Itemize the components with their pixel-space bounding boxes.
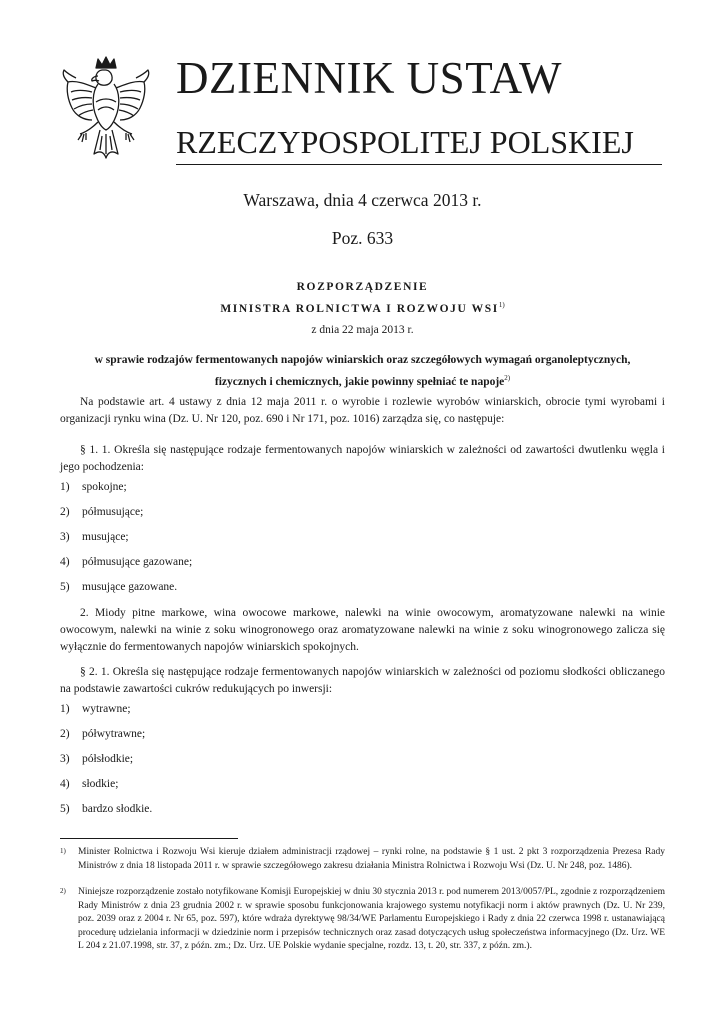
- header-rule: [176, 164, 662, 165]
- section-2-paragraph-1: § 2. 1. Określa się następujące rodzaje fermentowanych napojów winiarskich w zależności od poziomu słodkości obliczanego na podstawie zawartości cukrów redukujących po inwersji:: [60, 666, 665, 695]
- footnote-mark: 1): [60, 847, 66, 855]
- list-item: 4) słodkie;: [60, 778, 119, 790]
- list-item: 1) spokojne;: [60, 481, 127, 493]
- footnote-ref-2[interactable]: 2): [504, 374, 511, 382]
- eagle-emblem: [58, 54, 154, 164]
- footnote-rule: [60, 838, 238, 839]
- list-item: 5) musujące gazowane.: [60, 581, 178, 593]
- list-item: 2) półwytrawne;: [60, 728, 146, 740]
- list-item: 1) wytrawne;: [60, 703, 131, 715]
- act-issuer: MINISTRA ROLNICTWA I ROZWOJU WSI$^{1)}$: [220, 301, 505, 315]
- footnote-mark: 2): [60, 887, 66, 895]
- list-item: 2) półmusujące;: [60, 506, 144, 518]
- act-subject: w sprawie rodzajów fermentowanych napojów winiarskich oraz szczegółowych wymagań organoleptycznych, fizycznych i chemicznych, jakie powinny spełniać te napoje$^{2)}$: [94, 354, 631, 388]
- list-item: 4) półmusujące gazowane;: [60, 556, 193, 568]
- list-item: 3) musujące;: [60, 531, 129, 543]
- act-type: ROZPORZĄDZENIE: [296, 281, 429, 293]
- place-date: Warszawa, dnia 4 czerwca 2013 r.: [243, 190, 482, 210]
- journal-title: DZIENNIK USTAW: [176, 53, 562, 103]
- footnote-text: Niniejsze rozporządzenie zostało notyfikowane Komisji Europejskiej w dniu 30 stycznia 2013 r. pod numerem 2013/0057/PL, zgodnie z rozporządzeniem Rady Ministrów z dnia 23 grudnia 2002 r. w sprawie sposobu funkcjonowania krajowego systemu notyfikacji norm i aktów prawnych (Dz. U. Nr 239, poz. 2039 oraz z 2004 r. Nr 65, poz. 597), które wdraża dyrektywę 98/34/WE Parlamentu Europejskiego i Rady z dnia 22 czerwca 1998 r. ustanawiającą procedurę udzielania informacji w dziedzinie norm i przepisów technicznych oraz zasad dotyczących usług społeczeństwa informacyjnego (Dz. Urz. WE L 204 z 21.07.1998, str. 37, z późn. zm.; Dz. Urz. UE Polskie wydanie specjalne, rozdz. 13, t. 20, str. 337, z późn. zm.).: [78, 887, 665, 952]
- act-heading: [0, 278, 725, 318]
- list-item: 5) bardzo słodkie.: [60, 803, 153, 815]
- list-item: 3) półsłodkie;: [60, 753, 134, 765]
- journal-subtitle: RZECZYPOSPOLITEJ POLSKIEJ: [176, 124, 634, 160]
- footnote-ref-1[interactable]: 1): [498, 301, 505, 309]
- section-1-paragraph-2: 2. Miody pitne markowe, wina owocowe markowe, nalewki na winie owocowym, aromatyzowane nalewki na winie owocowym, nalewki na winie z soku winogronowego oraz aromatyzowane nalewki na winie z soku winogronowego zalicza się wyłącznie do fermentowanych napojów winiarskich spokojnych.: [60, 607, 665, 653]
- section-1-paragraph-1: § 1. 1. Określa się następujące rodzaje fermentowanych napojów winiarskich w zależności od zawartości dwutlenku węgla i jego pochodzenia:: [60, 444, 665, 473]
- footnote-1: [60, 846, 665, 873]
- preamble: Na podstawie art. 4 ustawy z dnia 12 maja 2011 r. o wyrobie i rozlewie wyrobów winiarskich, obrocie tymi wyrobami i organizacji rynku wina (Dz. U. Nr 120, poz. 690 i Nr 171, poz. 1016) zarządza się, co następuje:: [60, 396, 665, 425]
- footnote-text: Minister Rolnictwa i Rozwoju Wsi kieruje działem administracji rządowej – rynki rolne, na podstawie § 1 ust. 2 pkt 3 rozporządzenia Prezesa Rady Ministrów z dnia 18 listopada 2011 r. w sprawie szczegółowego zakresu działania Ministra Rolnictwa i Rozwoju Wsi (Dz. U. Nr 248, poz. 1486).: [78, 847, 665, 871]
- footnote-2: [60, 886, 665, 954]
- position-number: Poz. 633: [331, 228, 394, 248]
- act-date: z dnia 22 maja 2013 r.: [311, 324, 414, 336]
